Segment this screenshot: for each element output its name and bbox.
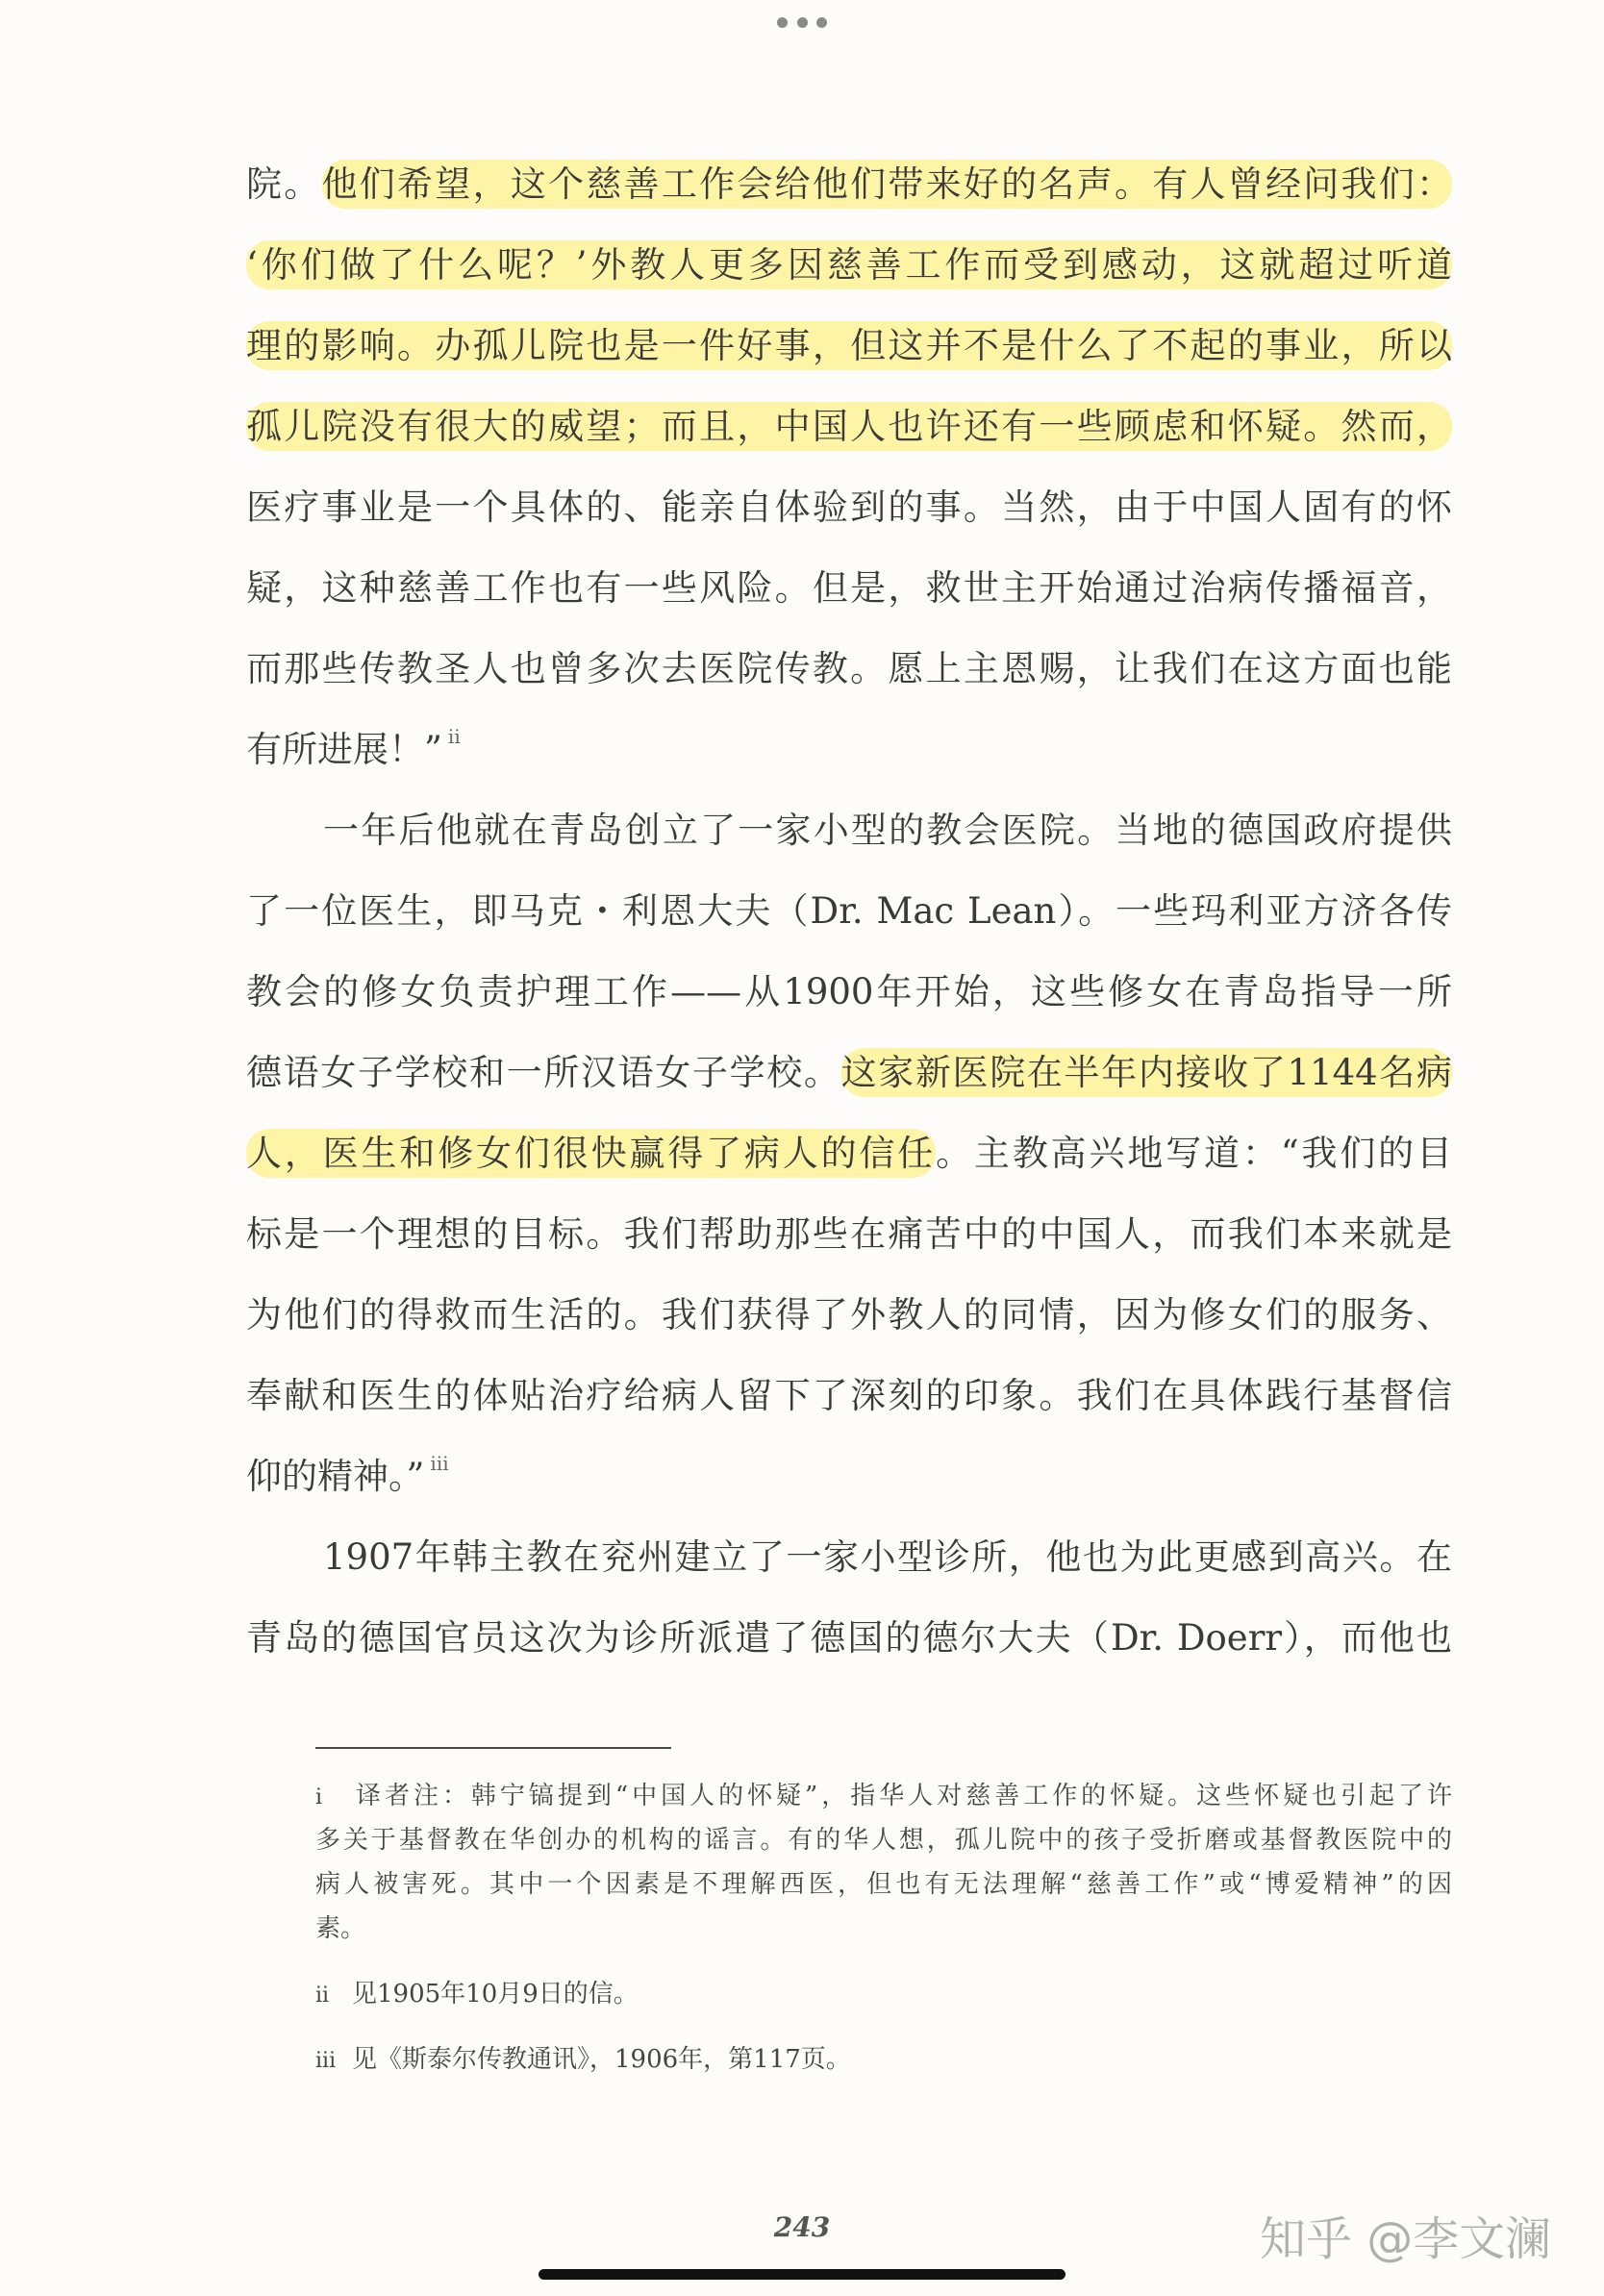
footnote-marker: iii <box>315 2049 337 2073</box>
home-indicator[interactable] <box>539 2269 1065 2280</box>
footnote-marker: ii <box>315 1984 330 2008</box>
highlight[interactable]: ‘你们做了什么呢？’外教人更多因慈善工作而受到感动，这就超过听道 <box>246 240 1452 289</box>
dot-icon <box>777 17 788 28</box>
footnote-line: iii 见《斯泰尔传教通讯》，1906年，第117页。 <box>315 2037 1452 2082</box>
text-line: 德语女子学校和一所汉语女子学校。这家新医院在半年内接收了1144名病 <box>246 1033 1452 1113</box>
footnote-line: ii 见1905年10月9日的信。 <box>315 1972 1452 2016</box>
highlight[interactable]: 这家新医院在半年内接收了1144名病 <box>841 1048 1452 1097</box>
more-options-icon[interactable] <box>777 15 827 29</box>
text-line: 为他们的得救而生活的。我们获得了外教人的同情，因为修女们的服务、 <box>246 1294 1452 1335</box>
text-line: 人，医生和修女们很快赢得了病人的信任。主教高兴地写道：“我们的目 <box>246 1113 1452 1194</box>
text-line: 标是一个理想的目标。我们帮助那些在痛苦中的中国人，而我们本来就是 <box>246 1213 1452 1255</box>
text-line: 奉献和医生的体贴治疗给病人留下了深刻的印象。我们在具体践行基督信 <box>246 1375 1452 1416</box>
text-line <box>246 387 1452 467</box>
footnotes <box>315 1774 1452 2082</box>
text-line: 了一位医生，即马克・利恩大夫（Dr. Mac Lean）。一些玛利亚方济各传 <box>246 890 1452 932</box>
highlight[interactable]: 理的影响。办孤儿院也是一件好事，但这并不是什么了不起的事业，所以 <box>246 321 1452 370</box>
footnote-line: 多关于基督教在华创办的机构的谣言。有的华人想，孤儿院中的孩子受折磨或基督教医院中的 <box>315 1826 1452 1855</box>
text-line: 有所进展！” $^{ii}$ <box>246 724 461 770</box>
text-line: 教会的修女负责护理工作——从1900年开始，这些修女在青岛指导一所 <box>246 971 1452 1012</box>
text-line: 而那些传教圣人也曾多次去医院传教。愿上主恩赐，让我们在这方面也能 <box>246 648 1452 689</box>
text-line: 疑，这种慈善工作也有一些风险。但是，救世主开始通过治病传播福音， <box>246 567 1452 609</box>
dot-icon <box>797 17 808 28</box>
footnote-line: 病人被害死。其中一个因素是不理解西医，但也有无法理解“慈善工作”或“博爱精神”的因 <box>315 1870 1452 1899</box>
highlight[interactable]: 人，医生和修女们很快赢得了病人的信任 <box>246 1129 936 1178</box>
footnote-line: i 译者注：韩宁镐提到“中国人的怀疑”，指华人对慈善工作的怀疑。这些怀疑也引起了许 <box>315 1774 1452 1818</box>
footnote-marker: i <box>315 1785 323 1809</box>
text-line: 1907年韩主教在兖州建立了一家小型诊所，他也为此更感到高兴。在 <box>323 1536 1452 1578</box>
text-line: 仰的精神。” $^{iii}$ <box>246 1451 449 1497</box>
text-line <box>246 225 1452 306</box>
footnote-divider <box>315 1747 671 1749</box>
text-line: 青岛的德国官员这次为诊所派遣了德国的德尔大夫（Dr. Doerr），而他也 <box>246 1617 1452 1659</box>
body-text <box>246 144 1452 1679</box>
footnote-line: 素。 <box>315 1914 366 1943</box>
footnote-ref[interactable]: ii <box>447 724 461 748</box>
highlight[interactable]: 孤儿院没有很大的威望；而且，中国人也许还有一些顾虑和怀疑。然而， <box>246 402 1452 451</box>
dot-icon <box>816 17 827 28</box>
text-line <box>246 306 1452 387</box>
watermark: 知乎 @李文澜 <box>1260 2212 1552 2266</box>
text-line: 一年后他就在青岛创立了一家小型的教会医院。当地的德国政府提供 <box>323 810 1452 851</box>
text-line: 院。他们希望，这个慈善工作会给他们带来好的名声。有人曾经问我们： <box>246 144 1452 225</box>
page-number: 243 <box>773 2211 831 2243</box>
highlight[interactable]: 他们希望，这个慈善工作会给他们带来好的名声。有人曾经问我们： <box>322 160 1452 209</box>
text-line: 医疗事业是一个具体的、能亲自体验到的事。当然，由于中国人固有的怀 <box>246 487 1452 528</box>
footnote-ref[interactable]: iii <box>430 1451 449 1475</box>
